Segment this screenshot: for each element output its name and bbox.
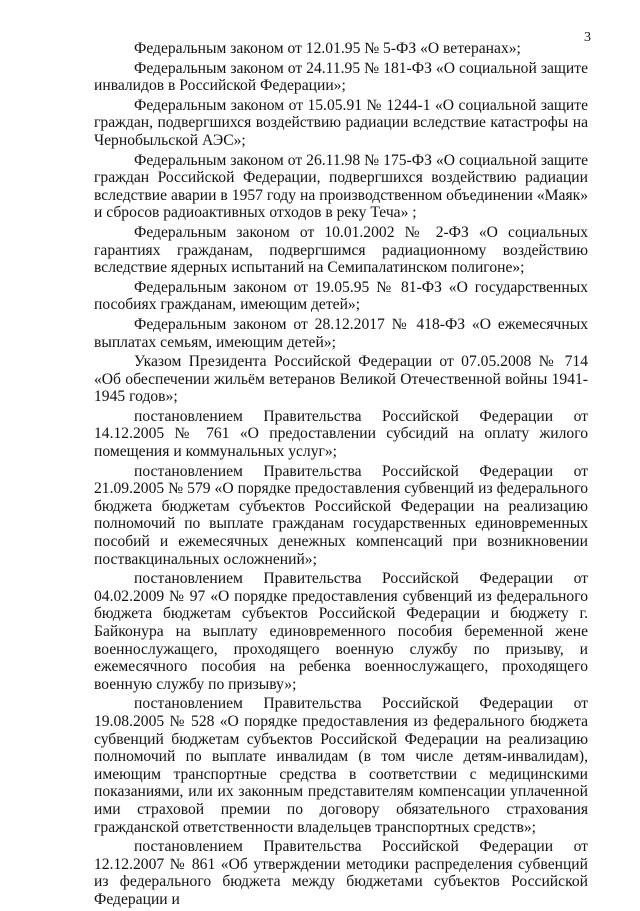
- page-number: 3: [584, 30, 591, 45]
- legal-reference-paragraph: Федеральным законом от 10.01.2002 № 2-ФЗ «О социальных гарантиях гражданам, подвергшимся радиационному воздействию вследствие ядерных испытаний на Семипалатинском полигоне»;: [94, 223, 588, 277]
- legal-reference-paragraph: Федеральным законом от 24.11.95 № 181-ФЗ «О социальной защите инвалидов в Российской Федерации»;: [94, 59, 588, 95]
- legal-reference-paragraph: Федеральным законом от 19.05.95 № 81-ФЗ «О государственных пособиях гражданам, имеющим детей»;: [94, 278, 588, 314]
- legal-reference-paragraph: Федеральным законом от 15.05.91 № 1244-1 «О социальной защите граждан, подвергшихся воздействию радиации вследствие катастрофы на Чернобыльской АЭС»;: [94, 96, 588, 149]
- document-body: [94, 40, 588, 911]
- legal-reference-paragraph: постановлением Правительства Российской Федерации от 19.08.2005 № 528 «О порядке предоставления из федерального бюджета субвенций бюджетам субъектов Российской Федерации на реализацию полномочий по выплате инвалидам (в том числе детям-инвалидам), имеющим транспортные средства в соответствии с медицинскими показаниями, или их законным представителям компенсации уплаченной ими страховой премии по договору обязательного страхования гражданской ответственности владельцев транспортных средств»;: [94, 695, 588, 836]
- legal-reference-paragraph: Федеральным законом от 26.11.98 № 175-ФЗ «О социальной защите граждан Российской Федерации, подвергшихся воздействию радиации вследствие аварии в 1957 году на производственном объединении «Маяк» и сбросов радиоактивных отходов в реку Теча» ;: [94, 151, 588, 222]
- legal-reference-paragraph: постановлением Правительства Российской Федерации от 21.09.2005 № 579 «О порядке предоставления субвенций из федерального бюджета бюджетам субъектов Российской Федерации на реализацию полномочий по выплате гражданам государственных единовременных пособий и ежемесячных денежных компенсаций при возникновении поствакцинальных осложнений»;: [94, 462, 588, 568]
- legal-reference-paragraph: постановлением Правительства Российской Федерации от 12.12.2007 № 861 «Об утверждении методики распределения субвенций из федерального бюджета между бюджетами субъектов Российской Федерации и: [94, 838, 588, 908]
- legal-reference-paragraph: Федеральным законом от 12.01.95 № 5-ФЗ «О ветеранах»;: [134, 40, 521, 57]
- legal-reference-paragraph: постановлением Правительства Российской Федерации от 04.02.2009 № 97 «О порядке предоставления субвенций из федерального бюджета бюджетам субъектов Российской Федерации и бюджету г. Байконура на выплату единовременного пособия беременной жене военнослужащего, проходящего военную службу по призыву, и ежемесячного пособия на ребенка военнослужащего, проходящего военную службу по призыву»;: [94, 570, 588, 693]
- legal-reference-paragraph: Указом Президента Российской Федерации от 07.05.2008 № 714 «Об обеспечении жильём ветеранов Великой Отечественной войны 1941-1945 годов»;: [94, 353, 588, 406]
- legal-reference-paragraph: постановлением Правительства Российской Федерации от 14.12.2005 № 761 «О предоставлении субсидий на оплату жилого помещения и коммунальных услуг»;: [94, 407, 588, 461]
- legal-reference-paragraph: Федеральным законом от 28.12.2017 № 418-ФЗ «О ежемесячных выплатах семьям, имеющим детей»;: [94, 315, 588, 351]
